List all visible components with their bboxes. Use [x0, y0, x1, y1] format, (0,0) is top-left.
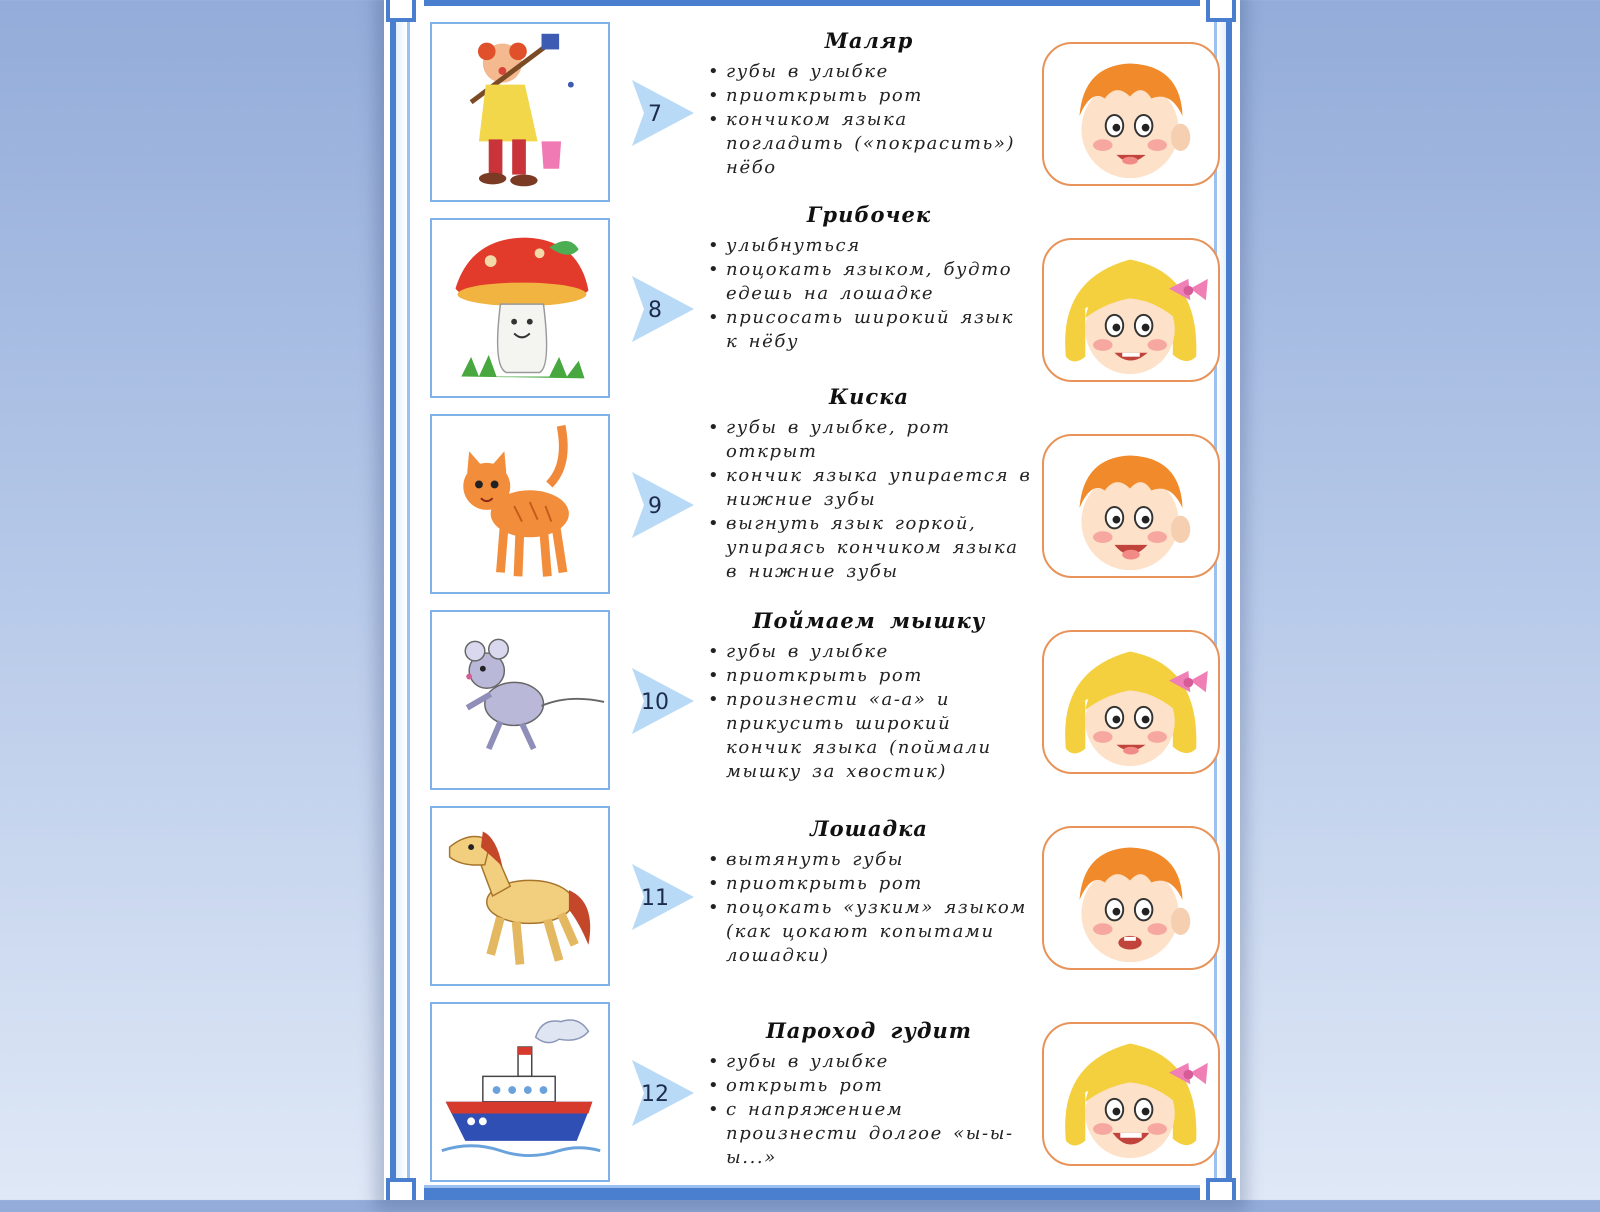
- step-item: • поцокать «узким» языком (как цокают копытами лошадки): [704, 896, 1034, 968]
- painter-icon: [430, 22, 610, 202]
- exercise-steps: [704, 416, 1034, 584]
- step-item: • с напряжением произнести долгое «ы-ы-ы...»: [704, 1098, 1034, 1170]
- exercise-title: Грибочек: [806, 202, 932, 227]
- exercise-number: 12: [641, 1082, 669, 1107]
- frame-corner-top-left: [386, 0, 416, 22]
- frame-top: [424, 0, 1200, 6]
- exercise-steps: [704, 848, 1034, 968]
- boy-face-icon: [1042, 42, 1220, 186]
- boy-face-icon: [1042, 826, 1220, 970]
- step-item: • поцокать языком, будто едешь на лошадке: [704, 258, 1034, 306]
- exercise-steps: [704, 234, 1034, 354]
- mushroom-icon: [430, 218, 610, 398]
- step-item: • губы в улыбке: [704, 1050, 1034, 1074]
- steamboat-icon: [430, 1002, 610, 1182]
- exercise-row-8: [384, 202, 1240, 402]
- exercise-title: Поймаем мышку: [752, 608, 986, 633]
- exercise-number: 11: [641, 886, 669, 911]
- exercise-title: Лошадка: [810, 816, 928, 841]
- step-item: • открыть рот: [704, 1074, 1034, 1098]
- exercise-number: 9: [648, 494, 662, 519]
- step-item: • кончик языка упирается в нижние зубы: [704, 464, 1034, 512]
- exercise-title: Маляр: [824, 28, 914, 53]
- exercise-number: 8: [648, 298, 662, 323]
- exercise-steps: [704, 640, 1034, 784]
- step-item: • приоткрыть рот: [704, 872, 1034, 896]
- exercise-row-10: [384, 610, 1240, 794]
- step-item: • произнести «а-а» и прикусить широкий кончик языка (поймали мышку за хвостик): [704, 688, 1034, 784]
- step-item: • кончиком языка погладить («покрасить») нёбо: [704, 108, 1034, 180]
- mouse-icon: [430, 610, 610, 790]
- girl-face-icon: [1042, 630, 1220, 774]
- frame-bottom: [424, 1185, 1200, 1200]
- exercise-row-9: [384, 384, 1240, 598]
- step-item: • вытянуть губы: [704, 848, 1034, 872]
- step-item: • улыбнуться: [704, 234, 1034, 258]
- step-item: • приоткрыть рот: [704, 84, 1034, 108]
- step-item: • выгнуть язык горкой, упираясь кончиком языка в нижние зубы: [704, 512, 1034, 584]
- frame-corner-top-right: [1206, 0, 1236, 22]
- exercise-number: 10: [641, 690, 669, 715]
- cat-icon: [430, 414, 610, 594]
- step-item: • приоткрыть рот: [704, 664, 1034, 688]
- exercise-steps: [704, 1050, 1034, 1170]
- exercise-row-11: [384, 806, 1240, 990]
- girl-face-icon: [1042, 1022, 1220, 1166]
- step-item: • губы в улыбке: [704, 60, 1034, 84]
- horse-icon: [430, 806, 610, 986]
- girl-face-icon: [1042, 238, 1220, 382]
- step-item: • губы в улыбке: [704, 640, 1034, 664]
- exercise-number: 7: [648, 102, 662, 127]
- exercise-row-12: [384, 1002, 1240, 1186]
- exercise-title: Пароход гудит: [765, 1018, 973, 1043]
- step-item: • присосать широкий язык к нёбу: [704, 306, 1034, 354]
- boy-face-icon: [1042, 434, 1220, 578]
- step-item: • губы в улыбке, рот открыт: [704, 416, 1034, 464]
- exercise-title: Киска: [829, 384, 909, 409]
- exercise-steps: [704, 60, 1034, 180]
- exercise-row-7: [384, 22, 1240, 206]
- exercise-sheet: [384, 0, 1240, 1200]
